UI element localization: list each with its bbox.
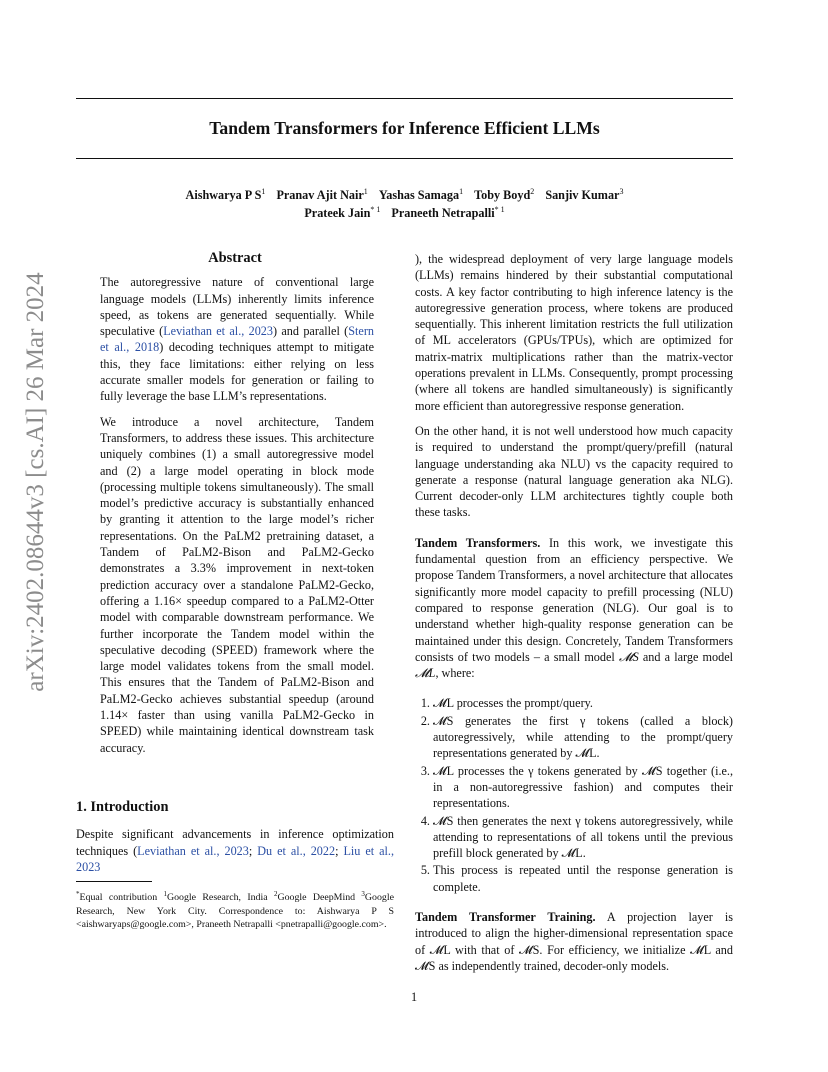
footnote-rule: [76, 881, 152, 882]
author-line-2: [76, 205, 733, 221]
right-column: [415, 251, 733, 983]
author: Sanjiv Kumar$^3$: [545, 187, 624, 202]
intro-paragraph: On the other hand, it is not well understood how much capacity is required to understand the prompt/query/prefill (natural language understanding aka NLU) vs the capacity required to generate a response (natural language generation aka NLG). Current decoder-only LLM architectures tightly couple both these tasks.: [415, 423, 733, 520]
page-number: 1: [410, 990, 418, 1004]
citation-link[interactable]: Leviathan et al., 2023: [137, 843, 249, 858]
list-item: 3. 𝓜L processes the γ tokens generated by 𝓜S together (i.e., in a non-autoregressive fashion) and computes their representations.: [433, 763, 733, 812]
paper-title: Tandem Transformers for Inference Efficient LLMs: [209, 118, 600, 138]
author: Praneeth Netrapalli$^{* 1}$: [391, 205, 505, 220]
arxiv-stamp: arXiv:2402.08644v3 [cs.AI] 26 Mar 2024: [22, 272, 49, 692]
list-item: 1. 𝓜L processes the prompt/query.: [433, 695, 733, 711]
left-column: [76, 244, 394, 884]
citation-link[interactable]: Liu et al., 2023: [76, 843, 394, 874]
abstract-paragraph: The autoregressive nature of conventional large language models (LLMs) inherently limits inference speed, as tokens are generated sequentially. While speculative (Leviathan et al., 2023) and parallel (Stern et al., 2018) decoding techniques attempt to mitigate this, they face limitations: either relying on less accurate smaller models for generation or failing to fully leverage the base LLM’s representations.: [100, 275, 374, 404]
citation-link[interactable]: Du et al., 2022: [257, 843, 336, 858]
author: Aishwarya P $S^1$: [185, 187, 266, 202]
intro-paragraph: Despite significant advancements in inference optimization techniques (Leviathan et al., 2023; Du et al., 2022; Liu et al., 2023: [76, 827, 394, 874]
citation-link[interactable]: Leviathan et al., 2023: [163, 324, 273, 339]
list-item: 5. This process is repeated until the response generation is complete.: [433, 862, 733, 895]
title-rule-top: [76, 98, 733, 99]
tandem-steps-list: [415, 695, 733, 895]
footnote: *Equal contribution $^1$Google Research, India $^2$Google DeepMind $^3$Google Research, New York City. Correspondence to: Aishwarya P S <aishwaryaps@google.com>, Praneeth Netrapalli <pnetrapalli@google.com>.: [76, 890, 394, 931]
author: Yashas Samaga$^1$: [378, 187, 464, 202]
intro-paragraph-continued: ), the widespread deployment of very large language models (LLMs) remains hindered by their substantial computational costs. A key factor contributing to high inference latency is the autoregressive generation process, where tokens are produced sequentially. This inherent limitation restricts the full utilization of ML accelerators (GPUs/TPUs), which are optimized for matrix-matrix multiplications rather than the matrix-vector operations prevalent in LLMs. Consequently, prompt processing (where all tokens are handled simultaneously) is significantly more efficient than autoregressive response generation.: [415, 252, 733, 413]
section-heading-introduction: 1. Introduction: [76, 798, 169, 815]
list-item: 4. 𝓜S then generates the next γ tokens autoregressively, while attending to representations of all tokens until the previous prefill block generated by 𝓜L.: [433, 813, 733, 862]
abstract-heading: Abstract: [208, 250, 262, 266]
title-rule-bottom: [76, 158, 733, 159]
citation-link[interactable]: Stern et al., 2018: [100, 324, 374, 355]
author: Prateek Jain$^{* 1}$: [304, 205, 381, 220]
intro-paragraph: Tandem Transformers. In this work, we investigate this fundamental question from an efficiency perspective. We propose Tandem Transformers, a novel architecture that allocates significantly more model capacity to prefill processing (NLU) compared to response generation (NLG). Our goal is to understand whether high-quality response generation can be maintained under this design. Concretely, Tandem Transformers consists of two models – a small model 𝓜S and a large model 𝓜L, where:: [415, 535, 734, 681]
author: Toby Boyd$^2$: [474, 187, 535, 202]
author: Pranav Ajit Nair$^1$: [276, 187, 368, 202]
author-line-1: [76, 187, 733, 203]
intro-paragraph: Tandem Transformer Training. A projection layer is introduced to align the higher-dimensional representation space of 𝓜L with that of 𝓜S. For efficiency, we initialize 𝓜L and 𝓜S as independently trained, decoder-only models.: [415, 909, 733, 973]
list-item: 2. 𝓜S generates the first γ tokens (called a block) autoregressively, while attending to the prompt/query representations generated by 𝓜L.: [433, 713, 733, 762]
abstract-paragraph: We introduce a novel architecture, Tandem Transformers, to address these issues. This architecture uniquely combines (1) a small autoregressive model and (2) a large model operating in block mode (processing multiple tokens simultaneously). The small model’s predictive accuracy is substantially enhanced by granting it attention to the large model’s richer representations. On the PaLM2 pretraining dataset, a Tandem of PaLM2-Bison and PaLM2-Gecko demonstrates a 3.3% improvement in next-token prediction accuracy over a standalone PaLM2-Gecko, offering a 1.16× speedup compared to a PaLM2-Otter model with comparable downstream performance. We further incorporate the Tandem model within the speculative decoding (SPEED) framework where the large model validates tokens from the small model. This ensures that the Tandem of PaLM2-Bison and PaLM2-Gecko achieves substantial speedup (around 1.14× faster than using vanilla PaLM2-Gecko in SPEED) while maintaining identical downstream task accuracy.: [100, 414, 374, 755]
